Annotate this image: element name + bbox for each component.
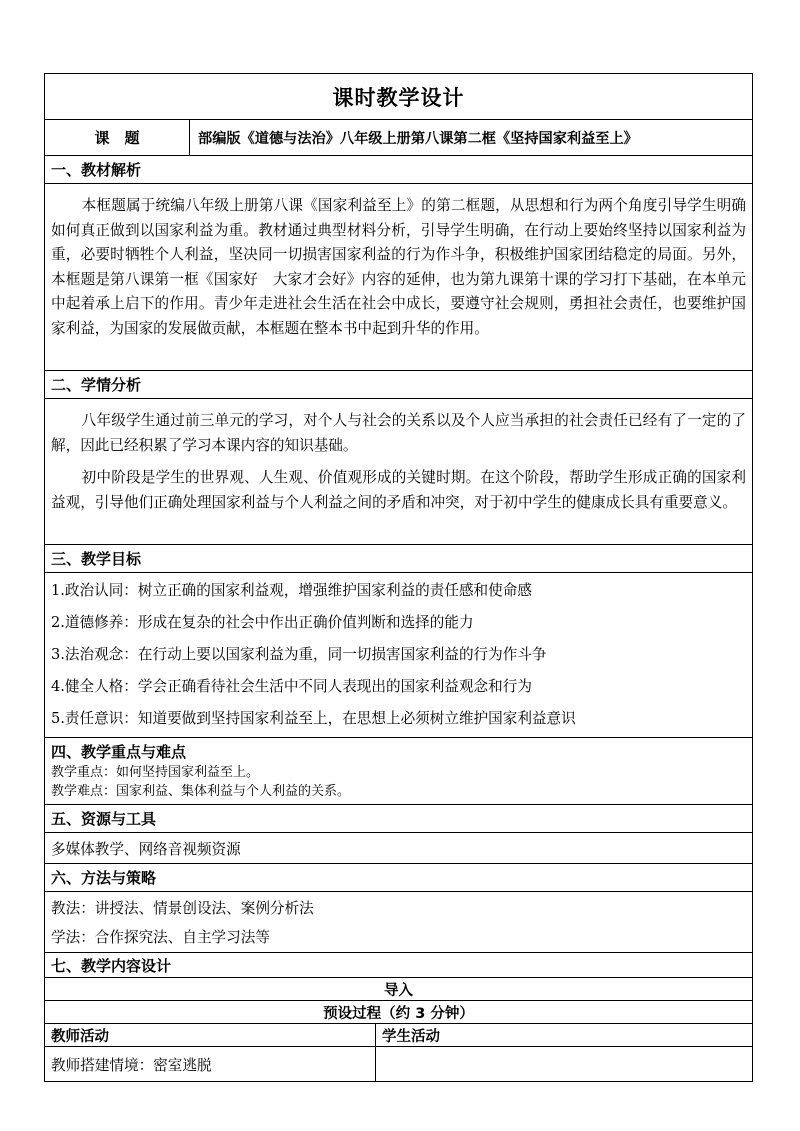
goal-item: 4.健全人格：学会正确看待社会生活中不同人表现出的国家利益观念和行为	[51, 678, 532, 695]
phase-title: 导入	[45, 978, 753, 1001]
goal-item: 2.道德修养：形成在复杂的社会中作出正确价值判断和选择的能力	[51, 614, 474, 631]
process-title: 预设过程（约 3 分钟）	[45, 1001, 753, 1024]
key-point: 教学重点：如何坚持国家利益至上。	[51, 765, 260, 780]
learning-method: 学法：合作探究法、自主学习法等	[51, 929, 270, 946]
section-heading-goals: 三、教学目标	[45, 545, 753, 573]
student-paragraph-1: 八年级学生通过前三单元的学习，对个人与社会的关系以及个人应当承担的社会责任已经有了一定的了解，因此已经积累了学习本课内容的知识基础。	[51, 412, 747, 454]
resources-text: 多媒体教学、网络音视频资源	[45, 833, 753, 864]
teacher-activity-cell: 教师搭建情境：密室逃脱	[45, 1047, 376, 1082]
lesson-title: 部编版《道德与法治》八年级上册第八课第二框《坚持国家利益至上》	[190, 120, 753, 156]
section-heading-methods: 六、方法与策略	[45, 864, 753, 892]
teacher-activity-header: 教师活动	[45, 1024, 376, 1047]
section-heading-content: 七、教学内容设计	[45, 953, 753, 978]
student-analysis	[45, 399, 753, 545]
lesson-design-table	[44, 73, 753, 1082]
textbook-paragraph: 本框题属于统编八年级上册第八课《国家利益至上》的第二框题，从思想和行为两个角度引导学生明确如何真正做到以国家利益为重。教材通过典型材料分析，引导学生明确，在行动上要始终坚持以国家利益为重，必要时牺牲个人利益，坚决同一切损害国家利益的行为作斗争，积极维护国家团结稳定的局面。另外，本框题是第八课第一框《国家好 大家才会好》内容的延伸，也为第九课第十课的学习打下基础，在本单元中起着承上启下的作用。青少年走进社会生活在社会中成长，要遵守社会规则，勇担社会责任，也要维护国家利益，为国家的发展做贡献，本框题在整本书中起到升华的作用。	[51, 197, 747, 337]
teaching-goals	[45, 573, 753, 738]
student-activity-cell	[376, 1047, 753, 1082]
teaching-method: 教法：讲授法、情景创设法、案例分析法	[51, 900, 314, 917]
student-paragraph-2: 初中阶段是学生的世界观、人生观、价值观形成的关键时期。在这个阶段，帮助学生形成正确的国家利益观，引导他们正确处理国家利益与个人利益之间的矛盾和冲突，对于初中学生的健康成长具有重要意义。	[51, 469, 747, 511]
goal-item: 1.政治认同：树立正确的国家利益观，增强维护国家利益的责任感和使命感	[51, 582, 532, 599]
student-activity-header: 学生活动	[376, 1024, 753, 1047]
key-points-section	[45, 738, 753, 805]
goal-item: 5.责任意识：知道要做到坚持国家利益至上，在思想上必须树立维护国家利益意识	[51, 710, 576, 727]
lesson-label: 课 题	[45, 120, 190, 156]
textbook-analysis	[45, 184, 753, 371]
document-title: 课时教学设计	[45, 74, 753, 120]
difficulty-point: 教学难点：国家利益、集体利益与个人利益的关系。	[51, 784, 351, 799]
section-heading-textbook: 一、教材解析	[45, 156, 753, 184]
section-heading-students: 二、学情分析	[45, 371, 753, 399]
section-heading-resources: 五、资源与工具	[45, 805, 753, 833]
methods	[45, 892, 753, 953]
goal-item: 3.法治观念：在行动上要以国家利益为重，同一切损害国家利益的行为作斗争	[51, 646, 547, 663]
section-heading-key-points: 四、教学重点与难点	[51, 743, 187, 761]
